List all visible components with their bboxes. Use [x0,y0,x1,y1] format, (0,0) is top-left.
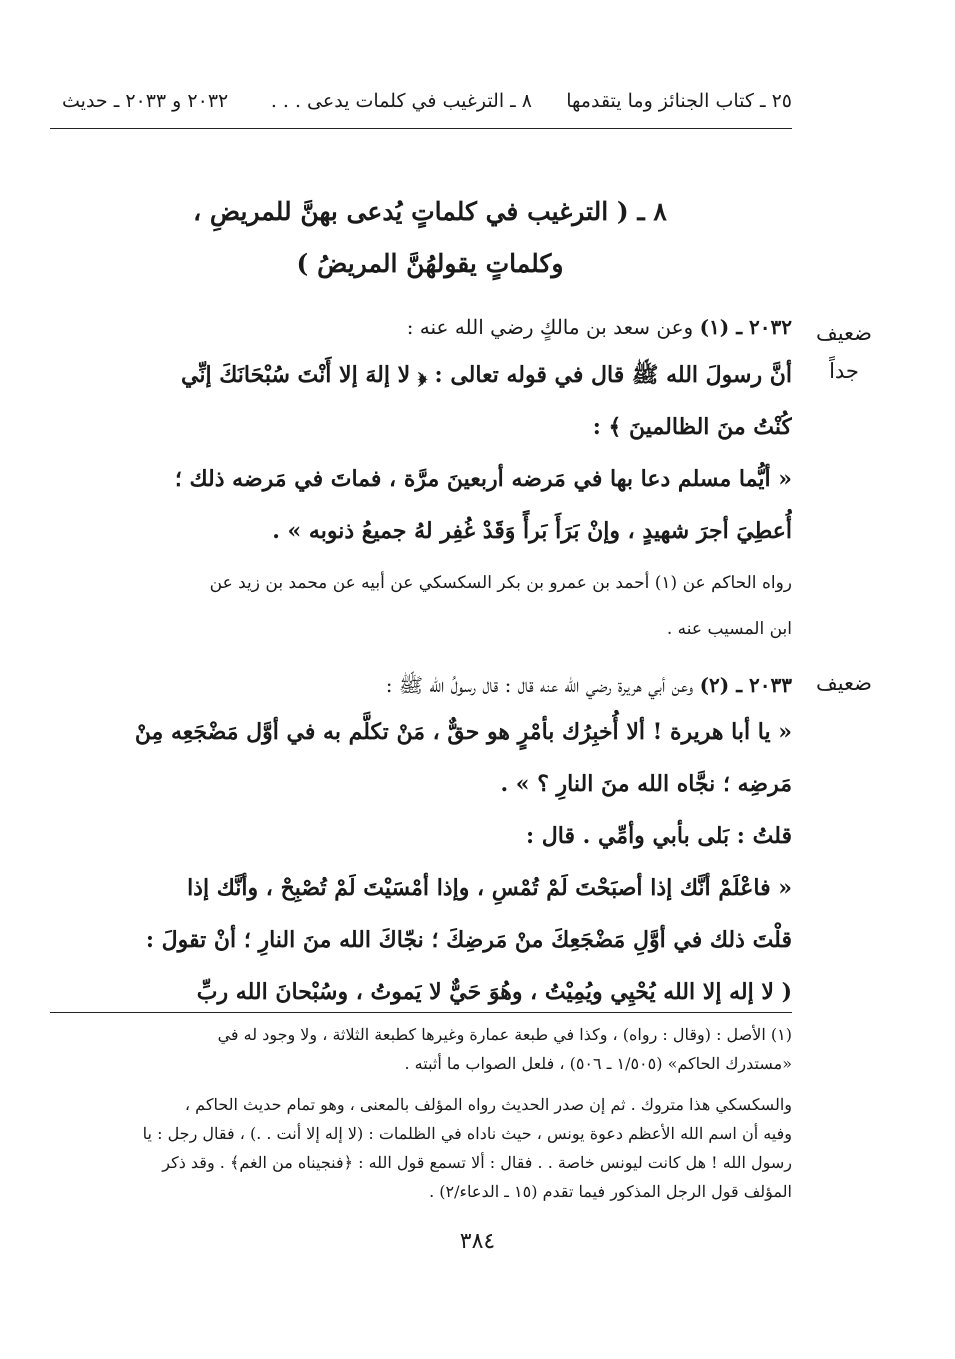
footnote-rule [50,1012,792,1013]
hadith-2-text [50,706,792,1018]
hadith-2-line-6: ( لا إله إلا الله يُحْيِي ويُمِيْتُ ، وهُوَ حَيٌّ لا يَموتُ ، وسُبْحانَ الله ربِّ [196,979,792,1005]
hadith-1-number: ٢٠٣٢ ـ (١) [699,315,792,339]
running-header-chapter: ٨ ـ الترغيب في كلمات يدعى . . . [270,90,532,112]
footnote-note-line-1: والسكسكي هذا متروك . ثم إن صدر الحديث رواه المؤلف بالمعنى ، وهو تمام حديث الحاكم ، [184,1095,792,1114]
hadith-2-line-4: « فاعْلَمْ أنَّك إذا أصبَحْتَ لَمْ تُمْسِ ، وإذا أمْسَيْتَ لَمْ تُصْبِحْ ، وأنَّك إذا [187,875,792,901]
running-header-book: ٢٥ ـ كتاب الجنائز وما يتقدمها [566,90,792,112]
footnotes [50,1020,792,1206]
hadith-1-grade [809,314,879,390]
chapter-title-line-1: ٨ ـ ( الترغيب في كلماتٍ يُدعى بهنَّ للمريضِ ، [193,197,667,226]
footnote-1-line-2: «مستدرك الحاكم» (١/٥٠٥ ـ ٥٠٦) ، فلعل الصواب ما أثبته . [404,1054,792,1073]
running-header [62,86,792,120]
footnote-note-line-3: رسول الله ! هل كانت ليونس خاصة . . فقال : ألا تسمع قول الله : ﴿فنجيناه من الغم﴾ . وقد ذكر [162,1153,792,1172]
hadith-2-line-5: قلْتَ ذلك في أوَّلِ مَضْجَعِكَ منْ مَرضِكَ ؛ نجّاكَ الله منَ النارِ ؛ أنْ تقولَ : [145,927,792,953]
hadith-2-line-1: « يا أبا هريرة ! ألا أُخبِرُك بأمْرٍ هو حقٌّ ، مَنْ تكلَّم به في أوَّل مَضْجَعِه مِنْ [134,719,792,745]
hadith-1-grade-line-2: جداً [829,359,859,383]
footnote-gap [50,1078,792,1090]
running-header-hadith-range: ٢٠٣٢ و ٢٠٣٣ ـ حديث [62,90,229,112]
hadith-2-line-3: قلتُ : بَلى بأبي وأمِّي . قال : [525,823,792,849]
header-rule [50,128,792,129]
hadith-2-number: ٢٠٣٣ ـ (٢) [699,673,792,697]
hadith-2-header [50,670,792,700]
hadith-1-line-3: « أيُّما مسلم دعا بها في مَرضه أربعينَ مرَّة ، فماتَ في مَرضه ذلك ؛ [174,466,792,492]
hadith-1-narrator: وعن سعد بن مالكٍ رضي الله عنه : [406,315,694,339]
hadith-1-line-1: أنَّ رسولَ الله ﷺ قال في قوله تعالى : ﴿ لا إلهَ إلا أَنْتَ سُبْحَانَكَ إنِّي [181,362,792,388]
page-number: ٣٨٤ [459,1229,496,1254]
hadith-1-header [50,312,792,342]
hadith-1-source [50,560,792,652]
hadith-1-line-4: أُعطِيَ أجرَ شهيدٍ ، وإنْ بَرَأَ بَرأً وَقَدْ غُفِر لهُ جميعُ ذنوبه » . [272,518,792,544]
hadith-1-grade-line-1: ضعيف [815,321,873,345]
hadith-1-source-line-2: ابن المسيب عنه . [666,619,792,639]
hadith-2-grade [809,664,879,702]
chapter-title [140,186,720,290]
hadith-1-text [50,349,792,557]
footnote-1-line-1: (١) الأصل : (وقال : رواه) ، وكذا في طبعة عمارة وغيرها كطبعة الثلاثة ، ولا وجود له في [217,1025,792,1044]
chapter-title-line-2: وكلماتٍ يقولهُنَّ المريضُ ) [296,249,564,278]
hadith-1-line-2: كُنْتُ منَ الظالمينَ ﴾ : [592,414,792,440]
hadith-1-source-line-1: رواه الحاكم عن (١) أحمد بن عمرو بن بكر السكسكي عن أبيه عن محمد بن زيد عن [209,573,792,593]
footnote-note-line-2: وفيه أن اسم الله الأعظم دعوة يونس ، حيث ناداه في الظلمات : (لا إله إلا أنت . .) ، فقال رجل : يا [142,1124,792,1143]
hadith-2-narrator: وعن أبي هريرة رضي الله عنه قال : قال رسولُ الله ﷺ : [385,673,694,697]
footnote-note-line-4: المؤلف قول الرجل المذكور فيما تقدم (١٥ ـ الدعاء/٢) . [429,1182,792,1201]
hadith-2-line-2: مَرضِه ؛ نجَّاه الله منَ النارِ ؟ » . [500,771,792,797]
hadith-2-grade-line-1: ضعيف [815,671,873,695]
